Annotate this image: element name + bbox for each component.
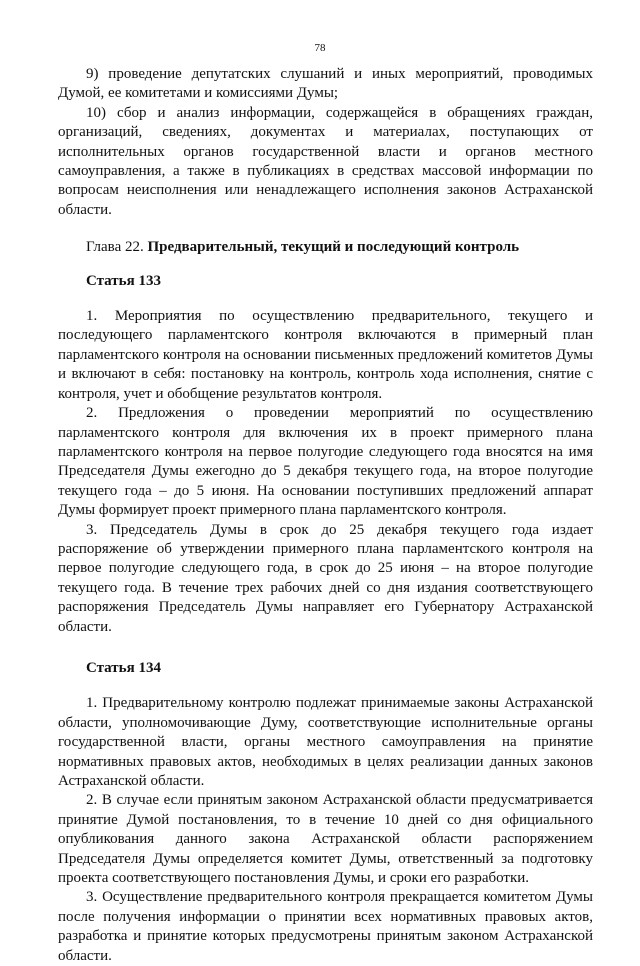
page-number: 78	[314, 42, 326, 54]
article-133-paragraph-3: 3. Председатель Думы в срок до 25 декабря текущего года издает распоряжение об утверждении примерного плана парламентского контроля на первое полугодие следующего года, в срок до 25 июня – на второе полугодие текущего года. В течение трех рабочих дней со дня издания соответствующего распоряжения Председатель Думы направляет его Губернатору Астраханской области.	[58, 521, 593, 635]
article-134-paragraph-1: 1. Предварительному контролю подлежат принимаемые законы Астраханской области, уполномочивающие Думу, соответствующие исполнительные органы государственной власти, органы местного самоуправления на принятие нормативных правовых актов, необходимых в целях реализации данных законов Астраханской области.	[58, 695, 593, 789]
list-item-10: 10) сбор и анализ информации, содержащейся в обращениях граждан, организаций, сведениях, документах и материалах, поступающих от исполнительных органов государственной власти и органов местного самоуправления, а также в публикациях в средствах массовой информации по вопросам неисполнения или ненадлежащего исполнения законов Астраханской области.	[58, 104, 593, 218]
article-134-paragraph-2: 2. В случае если принятым законом Астраханской области предусматривается принятие Думой постановления, то в течение 10 дней со дня официального опубликования данного закона Астраханской области распоряжением Председателя Думы определяется комитет Думы, ответственный за подготовку проекта соответствующего постановления Думы, и сроки его разработки.	[58, 792, 593, 887]
article-133-paragraph-2: 2. Предложения о проведении мероприятий по осуществлению парламентского контроля для включения их в проект примерного плана парламентского контроля на первое полугодие следующего года вносятся на имя Председателя Думы ежегодно до 5 декабря текущего года, на второе полугодие текущего года – до 5 июня. На основании поступивших предложений аппарат Думы формирует проект примерного плана парламентского контроля.	[58, 405, 593, 519]
article-134-title: Статья 134	[86, 659, 161, 676]
chapter-heading	[58, 238, 593, 257]
article-133-title: Статья 133	[86, 272, 161, 289]
article-133-paragraph-1: 1. Мероприятия по осуществлению предварительного, текущего и последующего парламентского контроля включаются в примерный план парламентского контроля на основании письменных предложений комитетов Думы и включают в себя: постановку на контроль, контроль хода исполнения, снятие с контроля, учет и обобщение результатов контроля.	[58, 308, 593, 402]
article-134-paragraph-3: 3. Осуществление предварительного контроля прекращается комитетом Думы после получения информации о принятии всех нормативных правовых актов, разработка и принятие которых предусмотрены принятым законом Астраханской области.	[58, 889, 593, 964]
document-body	[58, 65, 593, 966]
chapter-prefix: Глава 22.	[86, 239, 144, 256]
chapter-title: Предварительный, текущий и последующий контроль	[147, 239, 520, 256]
list-item-9: 9) проведение депутатских слушаний и иных мероприятий, проводимых Думой, ее комитетами и комиссиями Думы;	[58, 66, 593, 102]
